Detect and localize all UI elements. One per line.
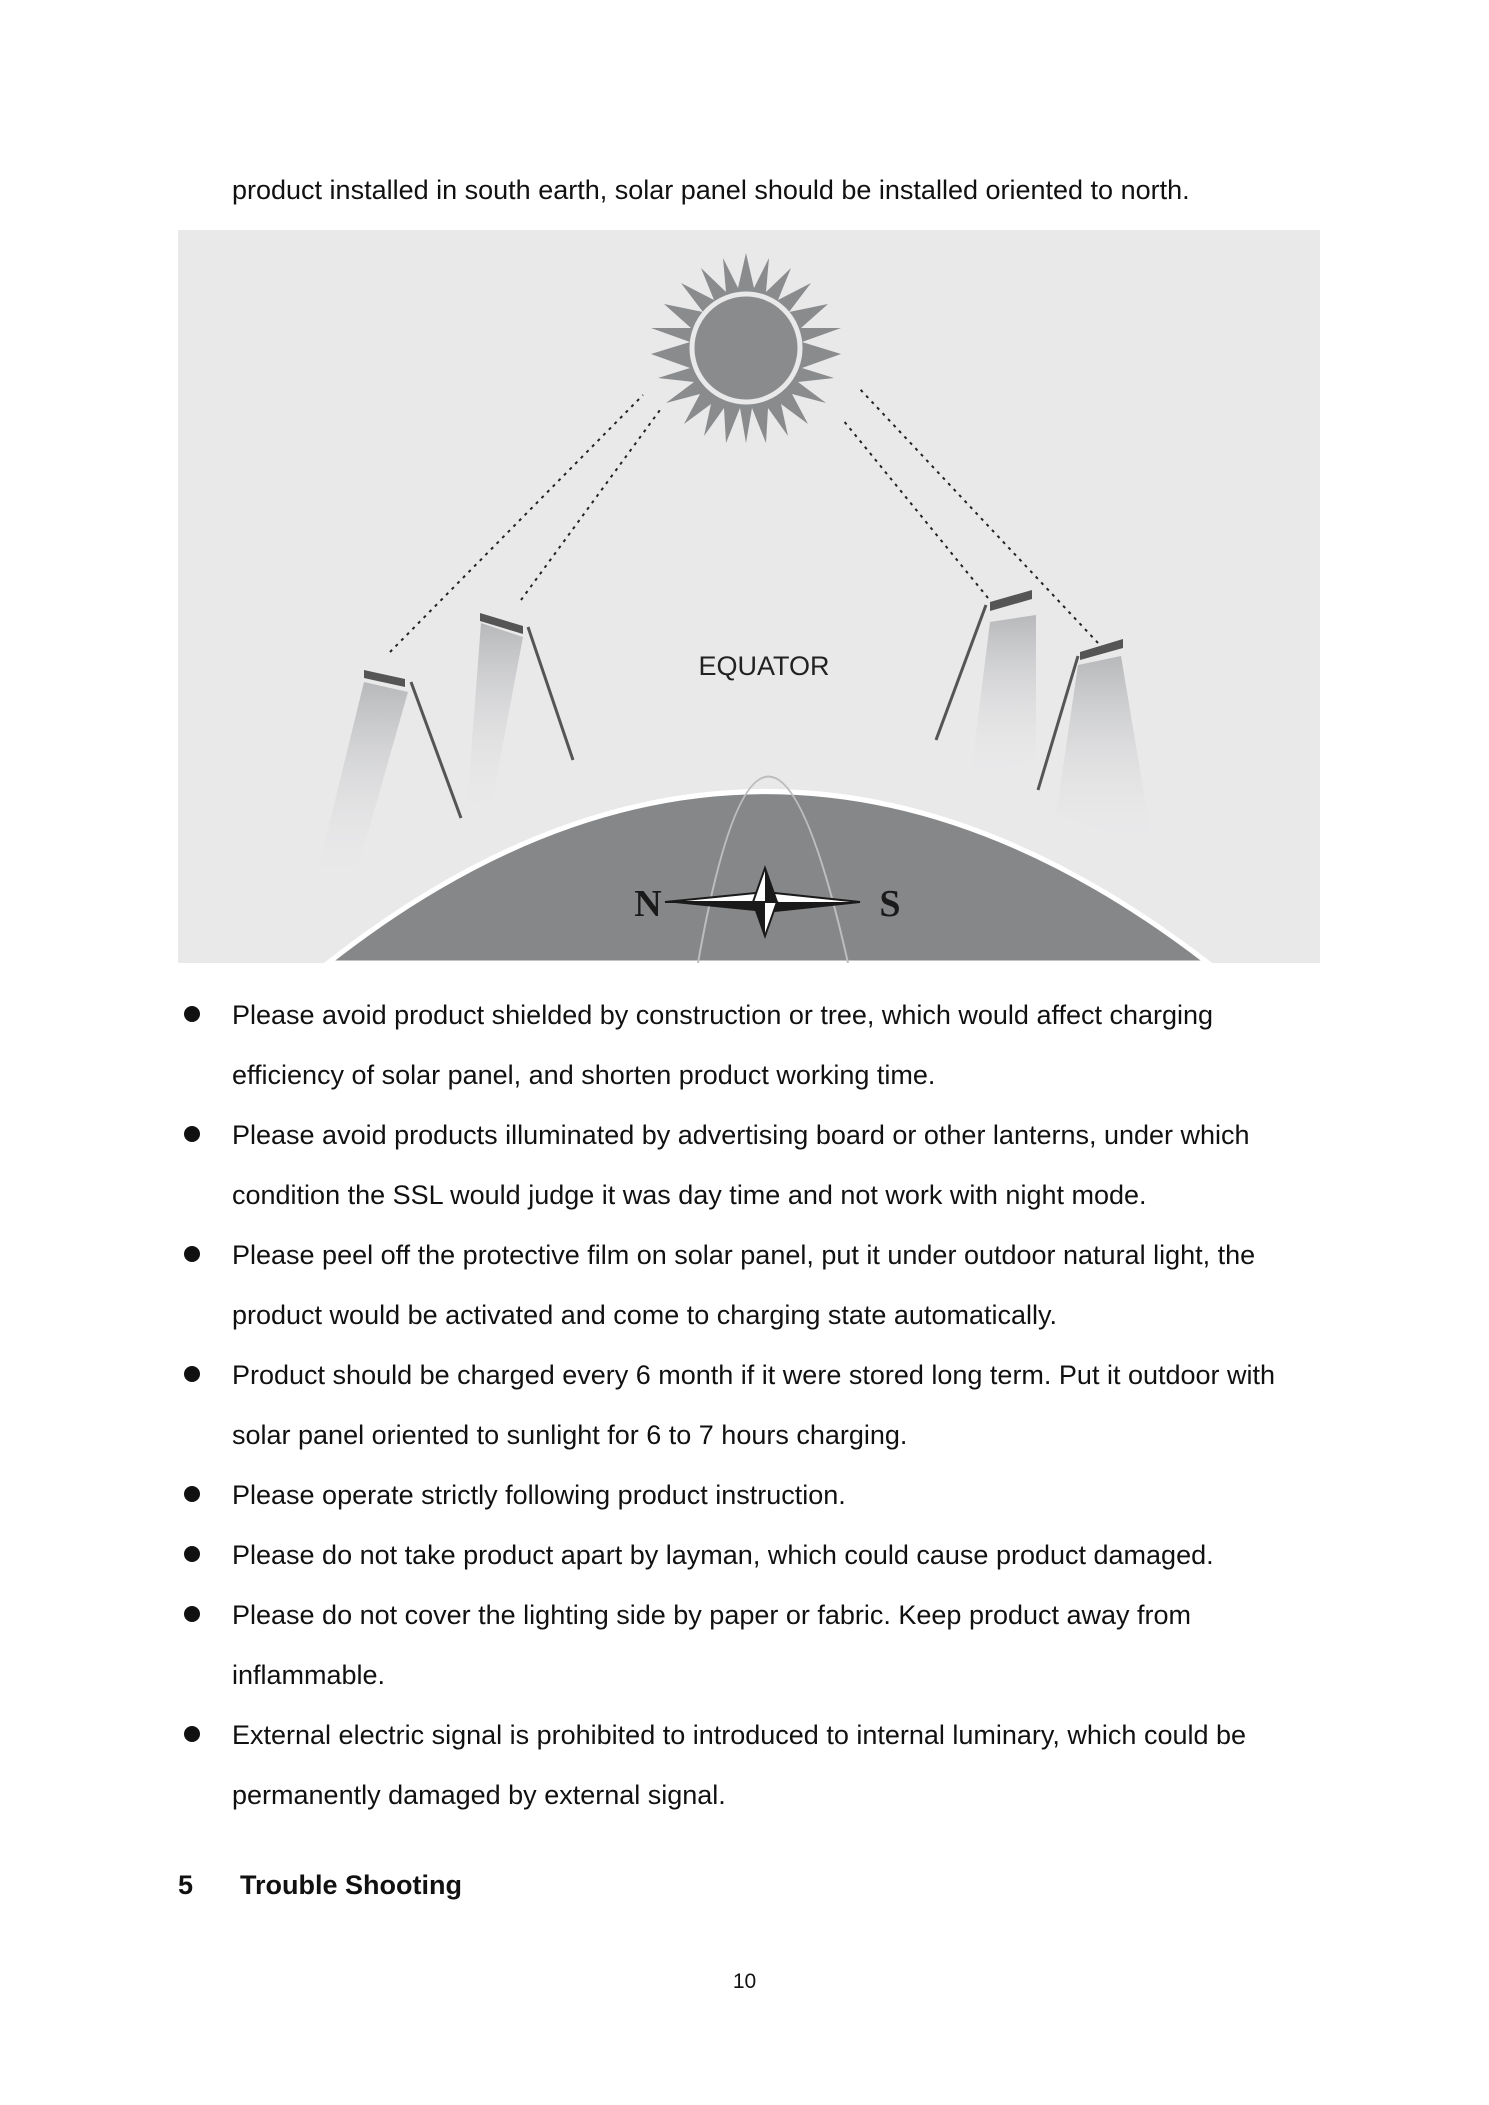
- list-item: Please avoid product shielded by construction or tree, which would affect charging efficiency of solar panel, and shorten product working time.: [178, 985, 1320, 1105]
- equator-label: EQUATOR: [698, 651, 830, 681]
- solar-light-right-1: [936, 590, 1036, 782]
- list-item: Please do not take product apart by layman, which could cause product damaged.: [178, 1525, 1320, 1585]
- list-item: Please avoid products illuminated by advertising board or other lanterns, under which condition the SSL would judge it was day time and not work with night mode.: [178, 1105, 1320, 1225]
- bullet-icon: [184, 1546, 200, 1562]
- list-item: Please operate strictly following product instruction.: [178, 1465, 1320, 1525]
- solar-light-right-2: [1038, 639, 1153, 848]
- solar-light-left-2: [466, 613, 573, 820]
- solar-diagram: [178, 230, 1320, 963]
- list-item: Please peel off the protective film on solar panel, put it under outdoor natural light, the product would be activated and come to charging state automatically.: [178, 1225, 1320, 1345]
- section-number: 5: [178, 1870, 194, 1900]
- precaution-list: [178, 985, 1320, 1825]
- solar-orientation-figure: [178, 230, 1320, 963]
- list-item: Product should be charged every 6 month if it were stored long term. Put it outdoor with solar panel oriented to sunlight for 6 to 7 hours charging.: [178, 1345, 1320, 1465]
- bullet-icon: [184, 1246, 200, 1262]
- bullet-icon: [184, 1366, 200, 1382]
- bullet-icon: [184, 1486, 200, 1502]
- bullet-icon: [184, 1606, 200, 1622]
- page-number: 10: [732, 1970, 757, 1993]
- list-item: Please do not cover the lighting side by paper or fabric. Keep product away from inflammable.: [178, 1585, 1320, 1705]
- bullet-icon: [184, 1006, 200, 1022]
- bullet-icon: [184, 1726, 200, 1742]
- bullet-icon: [184, 1126, 200, 1142]
- solar-light-left-1: [318, 670, 461, 885]
- north-label: N: [634, 883, 662, 925]
- section-title: Trouble Shooting: [240, 1870, 462, 1900]
- list-item: External electric signal is prohibited to introduced to internal luminary, which could be permanently damaged by external signal.: [178, 1705, 1320, 1825]
- intro-paragraph: product installed in south earth, solar panel should be installed oriented to north.: [232, 175, 1190, 205]
- south-label: S: [879, 883, 901, 925]
- section-heading: [178, 1870, 462, 1901]
- sun-icon: [651, 253, 841, 443]
